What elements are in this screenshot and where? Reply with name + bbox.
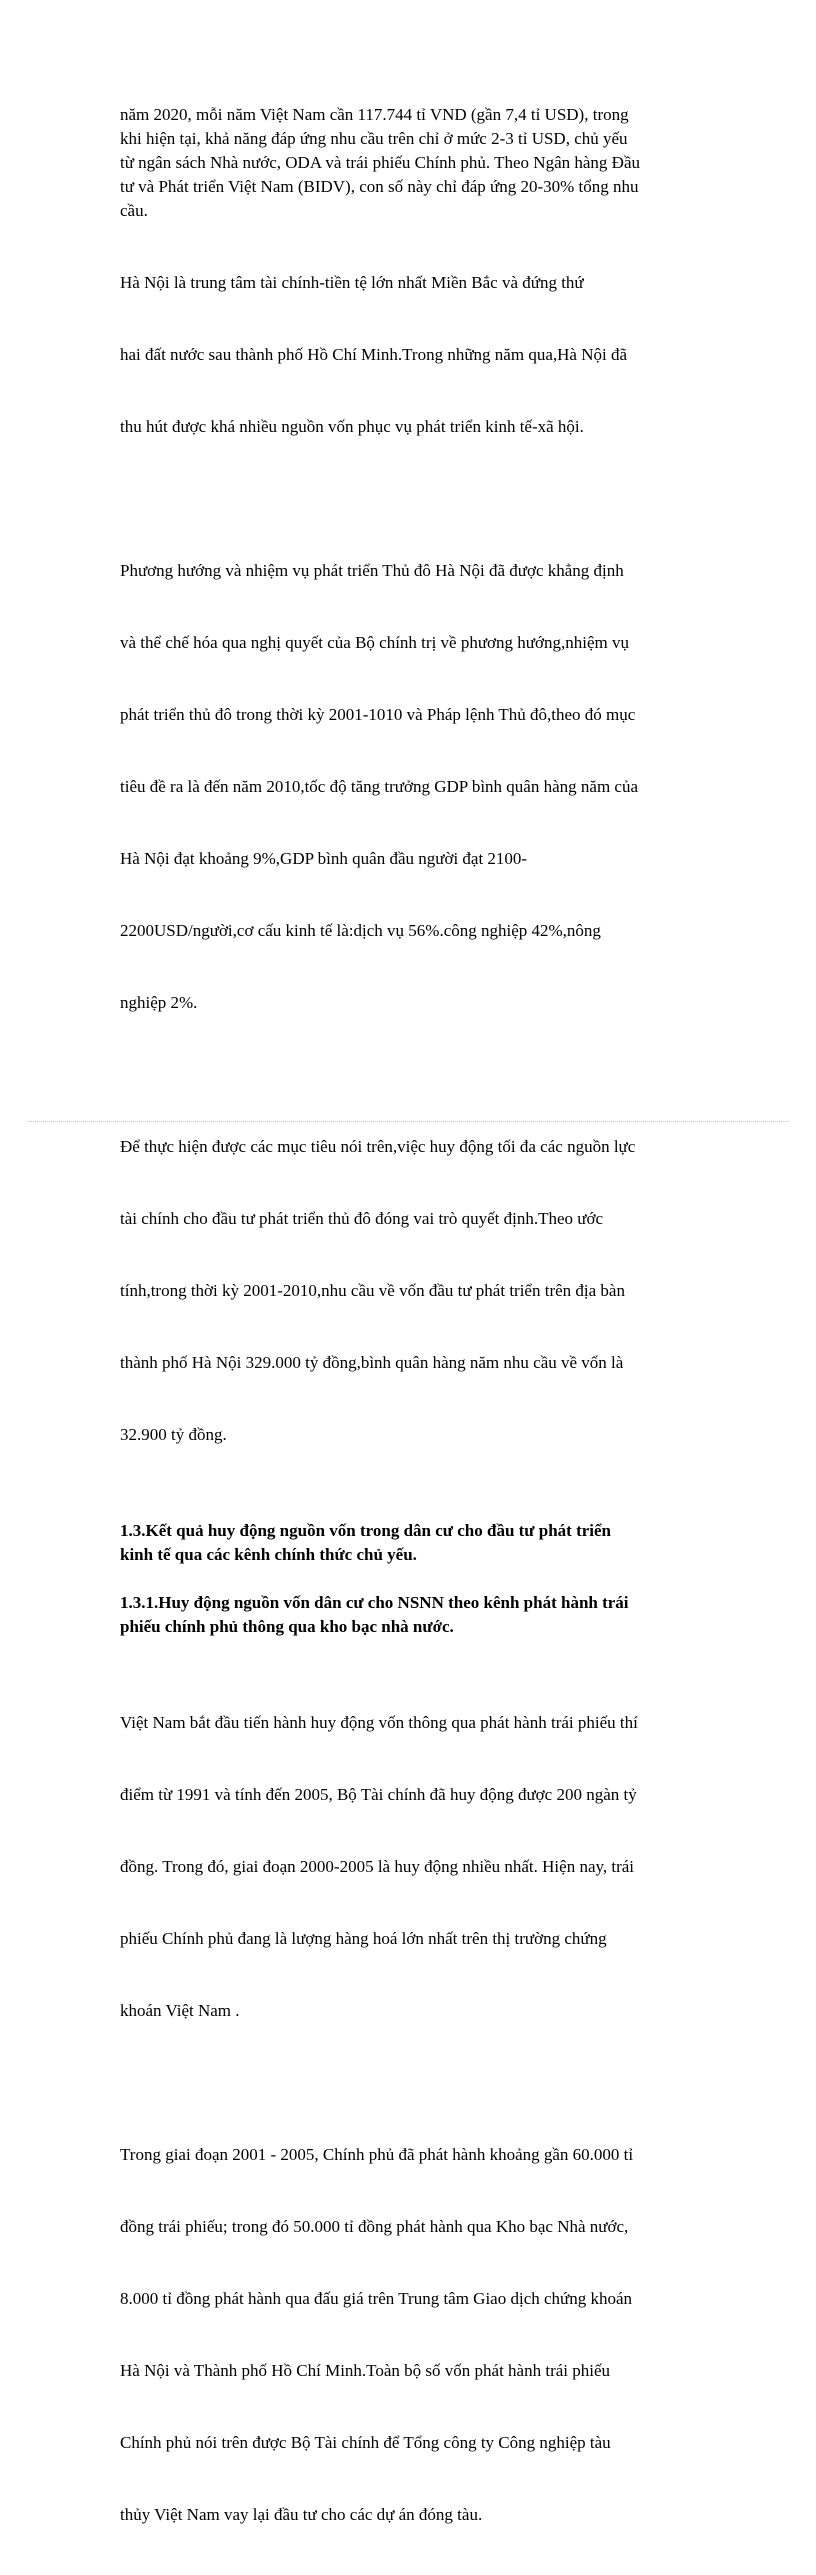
heading-line: 1.3.1.Huy động nguồn vốn dân cư cho NSNN theo kênh phát hành trái bbox=[120, 1593, 629, 1612]
text-line: Trong giai đoạn 2001 - 2005, Chính phủ đã phát hành khoảng gần 60.000 tỉ bbox=[120, 2145, 634, 2164]
text-line: 32.900 tỷ đồng. bbox=[120, 1425, 227, 1444]
text-line: Hà Nội và Thành phố Hồ Chí Minh.Toàn bộ số vốn phát hành trái phiếu bbox=[120, 2361, 611, 2380]
text-line: phát triển thủ đô trong thời kỳ 2001-1010 và Pháp lệnh Thủ đô,theo đó mục bbox=[120, 705, 636, 724]
text-line: hai đất nước sau thành phố Hồ Chí Minh.Trong những năm qua,Hà Nội đã bbox=[120, 345, 627, 364]
text-line: năm 2020, mỗi năm Việt Nam cần 117.744 tỉ VND (gần 7,4 tỉ USD), trong bbox=[120, 105, 629, 124]
document-page bbox=[120, 103, 700, 2575]
section-heading-1-3-1 bbox=[120, 1591, 700, 1639]
paragraph-bond-issuance bbox=[120, 1663, 700, 2071]
text-line: nghiệp 2%. bbox=[120, 993, 198, 1012]
text-line: khoán Việt Nam . bbox=[120, 2001, 240, 2020]
paragraph-capital-demand bbox=[120, 103, 700, 223]
text-line: Hà Nội đạt khoảng 9%,GDP bình quân đầu người đạt 2100- bbox=[120, 849, 528, 868]
text-line: thu hút được khá nhiều nguồn vốn phục vụ phát triển kinh tế-xã hội. bbox=[120, 417, 584, 436]
text-line: 8.000 tỉ đồng phát hành qua đấu giá trên Trung tâm Giao dịch chứng khoán bbox=[120, 2289, 633, 2308]
text-line: thành phố Hà Nội 329.000 tỷ đồng,bình quân hàng năm nhu cầu về vốn là bbox=[120, 1353, 624, 1372]
text-line: đồng trái phiếu; trong đó 50.000 tỉ đồng phát hành qua Kho bạc Nhà nước, bbox=[120, 2217, 629, 2236]
section-heading-1-3 bbox=[120, 1519, 700, 1567]
page-bottom-divider bbox=[28, 1121, 788, 1122]
text-line: và thể chế hóa qua nghị quyết của Bộ chính trị về phương hướng,nhiệm vụ bbox=[120, 633, 629, 652]
text-line: Phương hướng và nhiệm vụ phát triển Thủ đô Hà Nội đã được khẳng định bbox=[120, 561, 624, 580]
text-line: điểm từ 1991 và tính đến 2005, Bộ Tài chính đã huy động được 200 ngàn tỷ bbox=[120, 1785, 637, 1804]
text-line: Việt Nam bắt đầu tiến hành huy động vốn thông qua phát hành trái phiếu thí bbox=[120, 1713, 638, 1732]
text-line: tư và Phát triển Việt Nam (BIDV), con số này chỉ đáp ứng 20-30% tổng nhu bbox=[120, 177, 639, 196]
text-line: Chính phủ nói trên được Bộ Tài chính để Tổng công ty Công nghiệp tàu bbox=[120, 2433, 611, 2452]
text-line: thủy Việt Nam vay lại đầu tư cho các dự án đóng tàu. bbox=[120, 2505, 483, 2524]
text-line: tính,trong thời kỳ 2001-2010,nhu cầu về vốn đầu tư phát triển trên địa bàn bbox=[120, 1281, 625, 1300]
text-line: tài chính cho đầu tư phát triển thủ đô đóng vai trò quyết định.Theo ước bbox=[120, 1209, 604, 1228]
text-line: khi hiện tại, khả năng đáp ứng nhu cầu trên chỉ ở mức 2-3 tỉ USD, chủ yếu bbox=[120, 129, 628, 148]
heading-line: kinh tế qua các kênh chính thức chủ yếu. bbox=[120, 1545, 417, 1564]
text-line: từ ngân sách Nhà nước, ODA và trái phiếu Chính phủ. Theo Ngân hàng Đầu bbox=[120, 153, 640, 172]
text-line: 2200USD/người,cơ cấu kinh tế là:dịch vụ 56%.công nghiệp 42%,nông bbox=[120, 921, 601, 940]
paragraph-development-direction bbox=[120, 511, 700, 1063]
heading-line: phiếu chính phủ thông qua kho bạc nhà nước. bbox=[120, 1617, 454, 1636]
heading-line: 1.3.Kết quả huy động nguồn vốn trong dân cư cho đầu tư phát triển bbox=[120, 1521, 612, 1540]
text-line: Để thực hiện được các mục tiêu nói trên,việc huy động tối đa các nguồn lực bbox=[120, 1137, 636, 1156]
paragraph-hanoi-financial-center bbox=[120, 223, 700, 487]
paragraph-bond-period-2001-2005 bbox=[120, 2095, 700, 2575]
text-line: phiếu Chính phủ đang là lượng hàng hoá lớn nhất trên thị trường chứng bbox=[120, 1929, 607, 1948]
text-line: cầu. bbox=[120, 201, 148, 220]
text-line: Hà Nội là trung tâm tài chính-tiền tệ lớn nhất Miền Bắc và đứng thứ bbox=[120, 273, 584, 292]
paragraph-capital-mobilization bbox=[120, 1087, 700, 1495]
text-line: đồng. Trong đó, giai đoạn 2000-2005 là huy động nhiều nhất. Hiện nay, trái bbox=[120, 1857, 635, 1876]
text-line: tiêu đề ra là đến năm 2010,tốc độ tăng trưởng GDP bình quân hàng năm của bbox=[120, 777, 639, 796]
